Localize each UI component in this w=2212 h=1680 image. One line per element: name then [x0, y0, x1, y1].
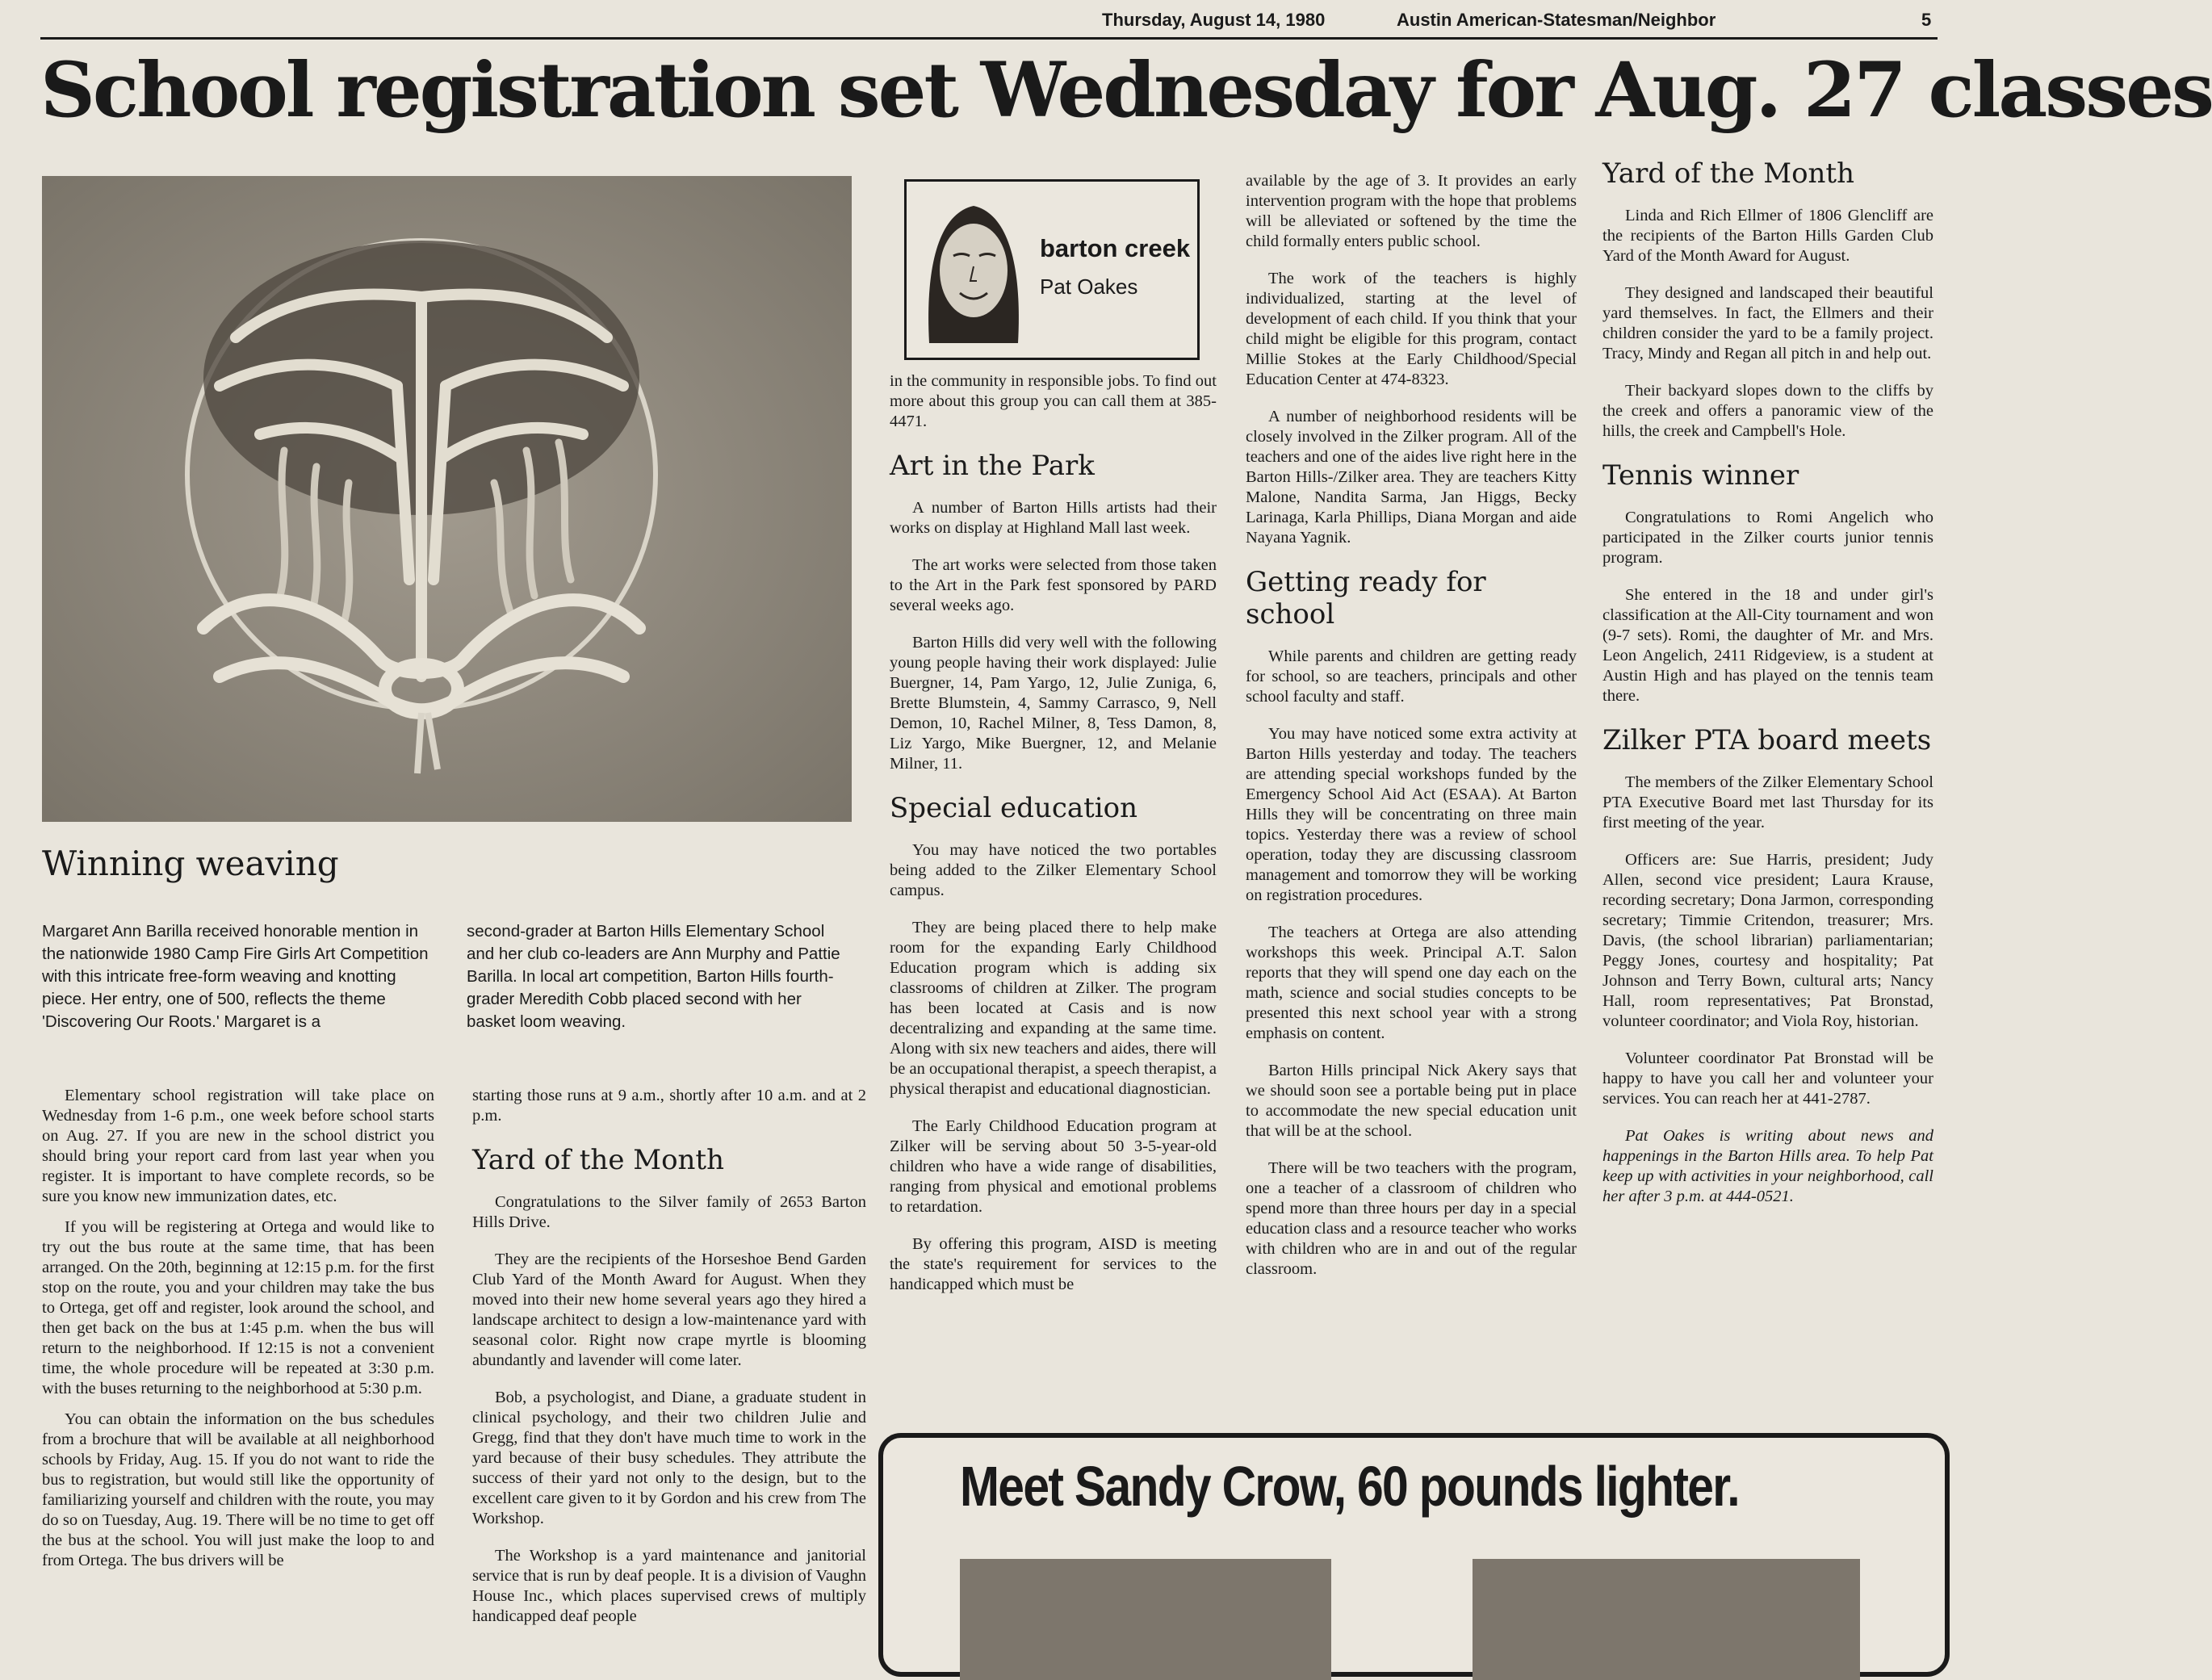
- col2-para: Congratulations to the Silver family of 2653 Barton Hills Drive.: [472, 1193, 866, 1231]
- col3-para: You may have noticed the two portables being added to the Zilker Elementary School campus.: [890, 841, 1217, 899]
- column-3: [890, 371, 1217, 1312]
- columnist-portrait: [913, 190, 1034, 351]
- col5-para: Congratulations to Romi Angelich who participated in the Zilker courts junior tennis program.: [1602, 509, 1933, 567]
- columnist-badge: [904, 179, 1200, 360]
- headline: School registration set Wednesday for Aug. 27 classes: [40, 46, 2212, 135]
- col3-para: A number of Barton Hills artists had their works on display at Highland Mall last week.: [890, 499, 1217, 537]
- col4-lead: available by the age of 3. It provides an early intervention program with the hope that problems will be alleviated or softened by the time the child formally enters public school.: [1246, 172, 1577, 250]
- badge-name: barton creek: [1040, 234, 1191, 262]
- col5-heading-yard: Yard of the Month: [1602, 157, 1854, 190]
- badge-author: Pat Oakes: [1040, 274, 1138, 299]
- col5-para: The members of the Zilker Elementary School PTA Executive Board met last Thursday for its first meeting of the year.: [1602, 773, 1933, 832]
- advertisement: [878, 1433, 1950, 1677]
- col3-para: The Early Childhood Education program at Zilker will be serving about 50 3-5-year-old children who have a wide range of disabilities, ranging from physical and emotional problems to retardation.: [890, 1117, 1217, 1216]
- column-2: [472, 1086, 866, 1644]
- col3-lead: in the community in responsible jobs. To find out more about this group you can call them at 385-4471.: [890, 372, 1217, 430]
- column-1: [42, 1086, 434, 1588]
- col2-para: Bob, a psychologist, and Diane, a graduate student in clinical psychology, and their two children Julie and Gregg, find that they don't have much time to work in the yard because of their busy schedules. They attribute the success of their yard not only to the design, but to the excellent care given to it by Gordon and his crew from The Workshop.: [472, 1389, 866, 1527]
- caption-left: [42, 920, 429, 1033]
- col5-tagline: Pat Oakes is writing about news and happenings in the Barton Hills area. To help Pat keep up with activities in your neighborhood, call her after 3 p.m. at 444-0521.: [1602, 1127, 1933, 1205]
- issue-date: Thursday, August 14, 1980: [1102, 10, 1326, 30]
- col5-para: They designed and landscaped their beautiful yard themselves. In fact, the Ellmers and their children consider the yard to be a family project. Tracy, Mindy and Regan all pitch in and help out.: [1602, 284, 1933, 362]
- col4-para: While parents and children are getting ready for school, so are teachers, principals and other school faculty and staff.: [1246, 647, 1577, 706]
- weaving-photo: [42, 176, 852, 822]
- col5-heading-tennis: Tennis winner: [1602, 459, 1799, 492]
- caption-title: Winning weaving: [42, 844, 339, 883]
- paper-name: Austin American-Statesman/Neighbor: [1397, 10, 1716, 30]
- col4-heading: Getting ready for school: [1246, 566, 1486, 631]
- col5-para: Officers are: Sue Harris, president; Judy Allen, second vice president; Laura Krause, recording secretary; Dona Jarmon, corresponding secretary; Timmie Critendon, treasurer; Mrs. Davis, (the school librarian) parliamentarian; Peggy Jones, courtesy and hospitality; Pat Johnson and Terry Bown, cultural arts; Nancy Hall, room representatives; Pat Bronstad, volunteer coordinator; and Viola Roy, historian.: [1602, 851, 1933, 1030]
- col3-para: The art works were selected from those taken to the Art in the Park fest sponsored by PARD several weeks ago.: [890, 556, 1217, 614]
- col4-para: There will be two teachers with the program, one a teacher of a classroom of children who spend more than three hours per day in a special education class and a resource teacher who works with children who are in and out of the regular classroom.: [1246, 1159, 1577, 1278]
- col2-para: They are the recipients of the Horseshoe Bend Garden Club Yard of the Month Award for August. When they moved into their new home several years ago they hired a landscape architect to design a low-maintenance yard with seasonal color. Right now crape myrtle is blooming abundantly and lavender will come later.: [472, 1251, 866, 1369]
- col1-para: Elementary school registration will take place on Wednesday from 1-6 p.m., one week before school starts on Aug. 27. If you are new in the school district you should bring your report card from last year when you register. It is important to have complete records, so be sure you know new immunization dates, etc.: [42, 1087, 434, 1205]
- caption-right-text: second-grader at Barton Hills Elementary School and her club co-leaders are Ann Murphy and Pattie Barilla. In local art competition, Barton Hills fourth-grader Meredith Cobb placed second with her basket loom weaving.: [467, 922, 840, 1031]
- column-4: [1246, 171, 1577, 1297]
- weaving-illustration: [42, 176, 852, 822]
- caption-left-text: Margaret Ann Barilla received honorable mention in the nationwide 1980 Camp Fire Girls Art Competition with this intricate free-form weaving and knotting piece. Her entry, one of 500, reflects the theme 'Discovering Our Roots.' Margaret is a: [42, 922, 429, 1031]
- col4-para: The teachers at Ortega are also attending workshops this week. Principal A.T. Salon reports that they will spend one day each on the math, science and social studies concepts to be presented this next school year with a strong emphasis on content.: [1246, 924, 1577, 1042]
- ad-photo-before: [960, 1559, 1331, 1680]
- col3-heading-special: Special education: [890, 792, 1138, 824]
- col3-heading-art: Art in the Park: [890, 450, 1095, 482]
- header-rule: [40, 37, 1938, 40]
- col4-para: You may have noticed some extra activity at Barton Hills yesterday and today. The teachers are attending special workshops funded by the Emergency School Aid Act (ESAA). At Barton Hills they will be concentrating on three main topics. Yesterday there was a review of school operation, today they are discussing classroom management and tomorrow they will be working on registration procedures.: [1246, 725, 1577, 904]
- col2-heading: Yard of the Month: [472, 1144, 724, 1176]
- ad-title: Meet Sandy Crow, 60 pounds lighter.: [960, 1455, 1739, 1518]
- col4-para: A number of neighborhood residents will be closely involved in the Zilker program. All of the teachers and one of the aides live right here in the Barton Hills-/Zilker area. They are teachers Kitty Malone, Nandita Sarma, Jan Higgs, Becky Larinaga, Karla Phillips, Diana Morgan and aide Nayana Yagnik.: [1246, 408, 1577, 547]
- col5-para: Their backyard slopes down to the cliffs by the creek and offers a panoramic view of the hills, the creek and Campbell's Hole.: [1602, 382, 1933, 440]
- col5-para: She entered in the 18 and under girl's classification at the All-City tournament and won (9-7 sets). Romi, the daughter of Mr. and Mrs. Leon Angelich, 2411 Ridgeview, is a student at Austin High and has played on the tennis team there.: [1602, 586, 1933, 705]
- column-5: [1602, 157, 1933, 1224]
- col5-para: Volunteer coordinator Pat Bronstad will be happy to have you call her and volunteer your services. You can reach her at 441-2787.: [1602, 1049, 1933, 1108]
- col5-heading-pta: Zilker PTA board meets: [1602, 724, 1932, 756]
- ad-photo-after: [1473, 1559, 1860, 1680]
- col3-para: By offering this program, AISD is meeting the state's requirement for services to the handicapped which must be: [890, 1235, 1217, 1293]
- col1-para: If you will be registering at Ortega and would like to try out the bus route at the same time, that has been arranged. On the 20th, beginning at 12:15 p.m. for the first stop on the route, you and your children may take the bus to Ortega, get off and register, look around the school, and then get back on the bus at 1:45 p.m. when the bus will return to the neighborhood. If 12:15 is not a convenient time, the whole procedure will be repeated at 3:30 p.m. with the buses returning to the neighborhood at 5:30 p.m.: [42, 1218, 434, 1397]
- col3-para: They are being placed there to help make room for the expanding Early Childhood Education program which is adding six classrooms of children at Zilker. The program has been located at Casis and is now decentralizing and expanding at the same time. Along with six new teachers and aides, there will be an occupational therapist, a speech therapist, a physical therapist and educational diagnostician.: [890, 919, 1217, 1098]
- col2-para: The Workshop is a yard maintenance and janitorial service that is run by deaf people. It is a division of Vaughn House Inc., which places supervised crews of multiply handicapped deaf people: [472, 1547, 866, 1625]
- col4-para: The work of the teachers is highly individualized, starting at the level of development of each child. If you think that your child might be eligible for this program, contact Millie Stokes at the Early Childhood/Special Education Center at 474-8323.: [1246, 270, 1577, 388]
- col3-para: Barton Hills did very well with the following young people having their work displayed: Julie Buergner, 14, Pam Yargo, 12, Julie Zuniga, 6, Brette Blumstein, 4, Sammy Carrasco, 9, Nell Demon, 10, Rachel Milner, 8, Tess Damon, 8, Liz Yargo, Mike Buergner, 12, and Melanie Milner, 11.: [890, 634, 1217, 773]
- page-number: 5: [1921, 10, 1932, 30]
- col1-para: You can obtain the information on the bus schedules from a brochure that will be available at all neighborhood schools by Friday, Aug. 15. If you do not want to ride the bus to registration, but would still like the opportunity of familiarizing yourself and children with the route, you may do so on Tuesday, Aug. 19. There will be no time to get off the bus at the school. You will just make the loop to and from Ortega. The bus drivers will be: [42, 1410, 434, 1569]
- col2-lead: starting those runs at 9 a.m., shortly after 10 a.m. and at 2 p.m.: [472, 1087, 866, 1125]
- col4-para: Barton Hills principal Nick Akery says that we should soon see a portable being put in place to accommodate the new special education unit that will be at the school.: [1246, 1062, 1577, 1140]
- col5-para: Linda and Rich Ellmer of 1806 Glencliff are the recipients of the Barton Hills Garden Club Yard of the Month Award for August.: [1602, 207, 1933, 265]
- caption-right: [467, 920, 854, 1033]
